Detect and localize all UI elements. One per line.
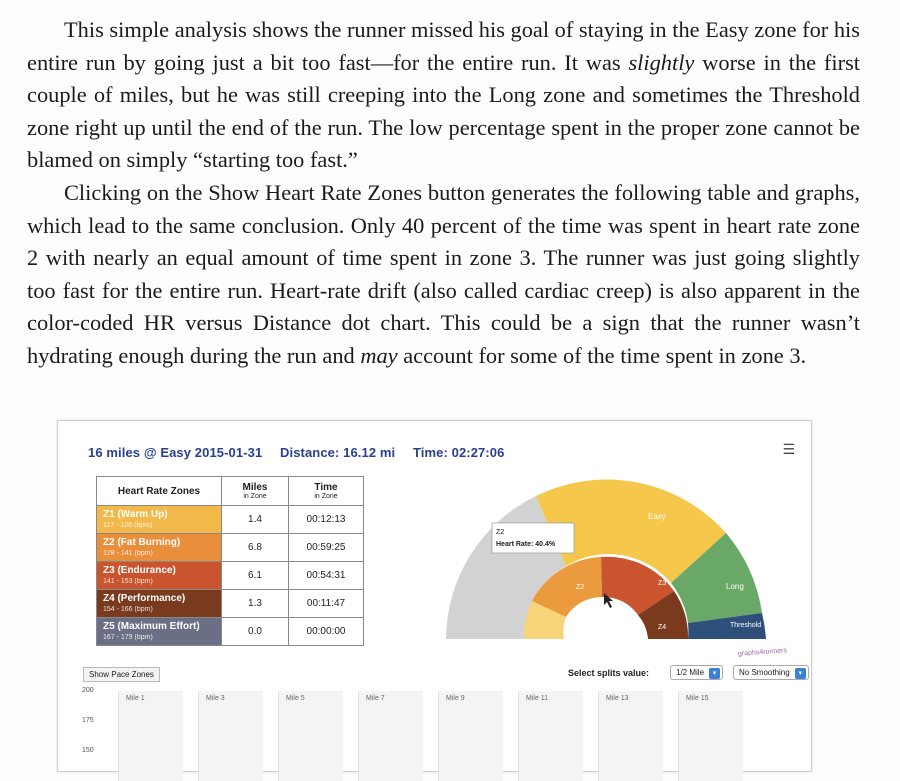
zone-time: 00:11:47 [289,590,364,618]
miles-header [222,477,289,506]
zone-name: Z3 (Endurance) [103,564,176,576]
mile-label: Mile 7 [366,695,385,702]
smoothing-select-value: No Smoothing [739,668,790,677]
zone-row [97,562,364,590]
zones-header: Heart Rate Zones [97,477,222,506]
panel-title [88,445,518,460]
miles-header-sub: in Zone [243,493,267,500]
mile-column [438,691,503,781]
zone-name: Z1 (Warm Up) [103,508,168,520]
zone-time: 00:12:13 [289,506,364,534]
run-time: Time: 02:27:06 [412,445,505,460]
emphasis-may: may [360,342,398,368]
gauge-label-threshold: Threshold [730,622,762,629]
zone-range: 167 - 179 (bpm) [103,633,153,641]
mile-label: Mile 1 [126,695,145,702]
zone-row [97,506,364,534]
heart-rate-zones-table [96,476,364,646]
emphasis-slightly: slightly [628,49,695,75]
gauge-label-long: Long [726,582,744,591]
mile-column [358,691,423,781]
zone-time: 00:59:25 [289,534,364,562]
gauge-label-z4: Z4 [658,624,667,631]
text-run: account for some of the time spent in zone 3. [397,342,807,368]
zone-row [97,590,364,618]
paragraph-1 [27,14,860,177]
splits-select[interactable] [670,665,723,680]
gauge-label-z3: Z3 [658,580,667,587]
zone-miles: 1.3 [222,590,289,618]
zone-range: 141 - 153 (bpm) [103,577,153,585]
miles-header-label: Miles [242,482,268,493]
run-title: 16 miles @ Easy 2015-01-31 [88,445,263,460]
text-run: Clicking on the Show Heart Rate Zones button generates the following table and graphs, which lead to the same conclusion. Only 40 percent of the time was spent in heart rate zone 2 with nearly an equal amount of time spent in zone 3. The runner was just going slightly too fast for the entire run. Heart-rate drift (also called cardiac creep) is also apparent in the color-coded HR versus Distance dot chart. This could be a sign that the runner wasn’t hydrating enough during the run and [27,179,860,368]
smoothing-select[interactable] [733,665,809,680]
zone-row [97,534,364,562]
mile-column [678,691,743,781]
splits-select-value: 1/2 Mile [676,668,705,677]
run-distance: Distance: 16.12 mi [280,445,396,460]
mile-label: Mile 3 [206,695,225,702]
zone-cell [97,618,222,646]
chevron-down-icon: ▾ [709,668,720,679]
zone-miles: 6.8 [222,534,289,562]
zone-cell [97,590,222,618]
tooltip-text: Heart Rate: 40.4% [496,541,556,548]
zone-range: 154 - 166 (bpm) [103,605,153,613]
mile-column [118,691,183,781]
gauge-tooltip [492,523,574,553]
text-run: worse in the first couple of miles, but he was still creeping into the Long zone and sometimes the Threshold zone right up until the end of the run. The low percentage spent in the proper zone cannot be blamed on simply “starting too fast.” [27,49,860,173]
credit-watermark: graphs4runners [737,647,788,658]
mile-label: Mile 11 [526,695,549,702]
mile-column [598,691,663,781]
y-tick-label: 175 [82,717,94,724]
show-pace-zones-button[interactable]: Show Pace Zones [83,667,160,682]
y-tick-label: 150 [82,747,94,754]
zone-time: 00:54:31 [289,562,364,590]
zone-miles: 6.1 [222,562,289,590]
hamburger-icon[interactable]: ☰ [782,441,795,457]
zone-miles: 0.0 [222,618,289,646]
zone-gauge-chart [426,471,786,641]
zone-time: 00:00:00 [289,618,364,646]
body-text [27,14,860,373]
paragraph-2 [27,177,860,373]
text-run: This simple analysis shows the runner missed his goal of staying in the Easy zone for his entire run by going just a bit too fast—for the entire run. It was [27,17,860,75]
zone-row [97,618,364,646]
zone-cell [97,534,222,562]
select-splits-label: Select splits value: [568,668,650,678]
zone-name: Z2 (Fat Burning) [103,536,181,548]
mile-column [278,691,343,781]
tooltip-zone: Z2 [496,529,505,536]
mile-label: Mile 13 [606,695,629,702]
zone-name: Z4 (Performance) [103,592,186,604]
mile-column [518,691,583,781]
zone-cell [97,562,222,590]
run-analysis-panel [57,420,812,772]
hr-distance-chart [78,683,794,773]
mile-column [198,691,263,781]
mile-label: Mile 15 [686,695,709,702]
mile-label: Mile 5 [286,695,305,702]
time-header-label: Time [314,482,338,493]
mile-label: Mile 9 [446,695,465,702]
time-header-sub: in Zone [314,493,338,500]
zone-name: Z5 (Maximum Effort) [103,620,200,632]
zone-range: 117 - 128 (bpm) [103,521,153,529]
chevron-down-icon: ▾ [795,668,806,679]
gauge-label-easy: Easy [648,512,666,521]
zone-cell [97,506,222,534]
time-header [289,477,364,506]
zone-miles: 1.4 [222,506,289,534]
zone-range: 128 - 141 (bpm) [103,549,153,557]
gauge-label-z2: Z2 [576,584,585,591]
y-tick-label: 200 [82,687,94,694]
